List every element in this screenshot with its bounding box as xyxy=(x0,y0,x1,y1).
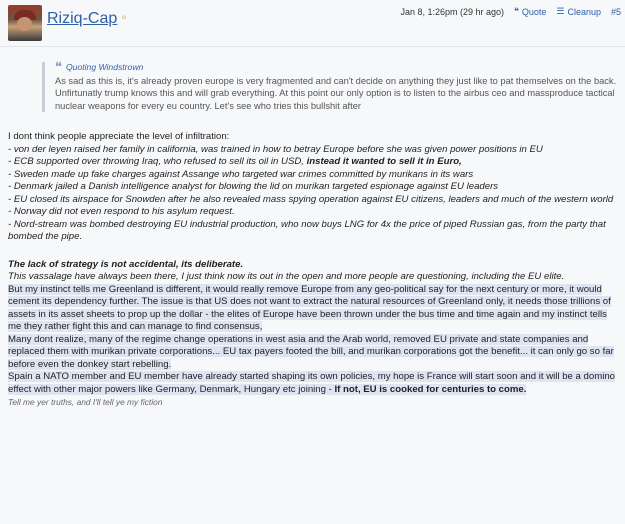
post-timestamp: Jan 8, 1:26pm (29 hr ago) xyxy=(400,6,504,17)
bullet-item: - Nord-stream was bombed destroying EU industrial production, who now buys LNG for 4x the price of piped Russian gas, from the party that bombed the pipe. xyxy=(8,218,606,242)
bullet-item xyxy=(8,156,617,169)
username-link[interactable]: Riziq-Cap xyxy=(47,10,118,27)
avatar[interactable] xyxy=(8,5,42,41)
strategy-paragraph: The lack of strategy is not accidental, its deliberate. xyxy=(8,258,244,270)
quote-text: As sad as this is, it's already proven europe is very fragmented and can't decide on anything they just like to pat themselves on the back. Unfirtunatly trump knows this and will grab everything. At this point our only option is to listen to the airbus ceo and massproduce tactical nuclear weapons for every eu country. Let's see who tries this bullshit after xyxy=(55,76,617,111)
quote-author-link[interactable]: Quoting Windstrown xyxy=(66,62,144,72)
bullet-bold-text: instead it wanted to sell it in Euro, xyxy=(306,156,462,167)
post-body xyxy=(8,131,617,409)
highlighted-text: But my instinct tells me Greenland is different, it would really remove Europe from any geo-political say for the next century or more, it would cement its dependency further. The issue is that US does not want to extract the natural resources of Greenland only, it needs those trillions of assets in its asset sheets to prop up the dollar - the elites of Europe have been thrown under the bus time and time again and my instinct tells me they rather fight this and can manage to find consensus, xyxy=(8,283,611,332)
user-badge-icon: ℴ xyxy=(122,11,127,21)
header-divider xyxy=(0,46,625,47)
quote-icon: ❝ xyxy=(514,6,519,16)
post-number-link[interactable]: #5 xyxy=(610,6,621,17)
quote-header xyxy=(55,59,625,74)
bullet-list xyxy=(8,144,617,244)
regime-change-paragraph xyxy=(8,334,617,372)
cleanup-button-label: Cleanup xyxy=(567,6,601,17)
bullet-item: - Denmark jailed a Danish intelligence analyst for blowing the lid on murikan targeted espionage against EU leaders xyxy=(8,181,499,192)
quote-mark-icon: ❝ xyxy=(55,59,62,74)
post-meta xyxy=(400,6,621,17)
quote-button-label: Quote xyxy=(521,6,547,17)
cleanup-icon: ☰ xyxy=(556,6,565,16)
vassalage-paragraph: This vassalage have always been there, I just think now its out in the open and more people are questioning, including the EU elite. xyxy=(8,271,565,282)
bullet-item: - von der leyen raised her family in california, was trained in how to betray Europe before she was given power positions in EU xyxy=(8,143,543,155)
highlighted-text: Spain a NATO member and EU member have already started shaping its own policies, my hope is France will start soon and it will be a domino effect with other major powers like Germany, Denmark, Hungary etc joining - xyxy=(8,371,616,395)
signature-text: Tell me yer truths, and I'll tell ye my fiction xyxy=(8,397,163,407)
bullet-item: - EU closed its airspace for Snowden after he also revealed mass spying operation against EU citizens, leaders and much of the western world - Norway did not even respond to his asylum request. xyxy=(8,193,614,217)
quote-block xyxy=(42,59,625,112)
intro-paragraph: I dont think people appreciate the level of infiltration: xyxy=(8,131,230,142)
bullet-text: - ECB supported over throwing Iraq, who refused to sell its oil in USD, xyxy=(8,156,307,167)
spain-paragraph xyxy=(8,371,617,396)
quote-button[interactable] xyxy=(514,6,546,17)
post-header xyxy=(0,0,625,46)
highlighted-text: Many dont realize, many of the regime change operations in west asia and the Arab world, removed EU private and state companies and replaced them with murikan private corporations... EU tax payers footed the bill, and murikan corporations got the benefit... it can only go so far before even the donkey start rebelling. xyxy=(8,333,614,370)
cleanup-button[interactable] xyxy=(556,6,601,17)
avatar-face xyxy=(17,17,32,31)
highlighted-bold-text: If not, EU is cooked for centuries to come. xyxy=(334,383,527,395)
bullet-item: - Sweden made up fake charges against Assange who targeted war crimes committed by murikans in its wars xyxy=(8,168,474,180)
instinct-paragraph xyxy=(8,284,617,334)
